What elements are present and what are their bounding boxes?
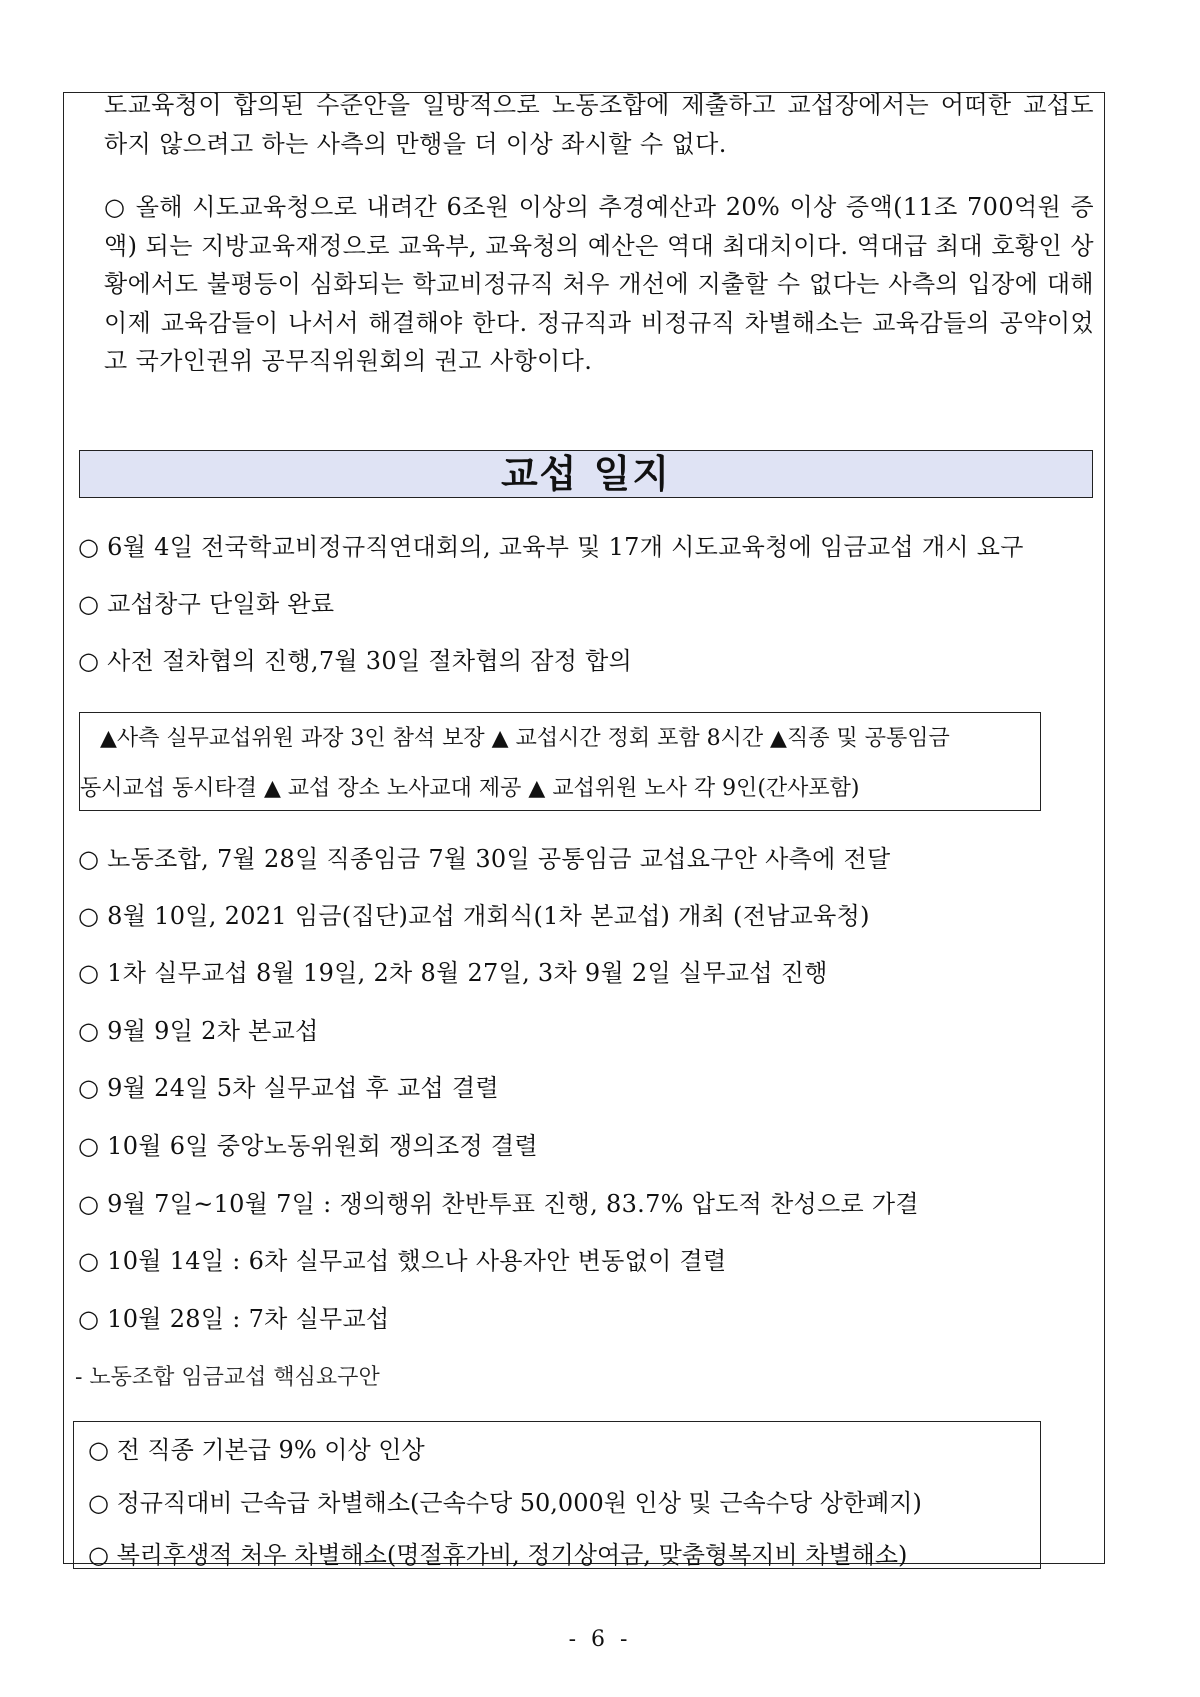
demands-box [73, 1421, 1041, 1569]
log-item: ○ 10월 14일 : 6차 실무교섭 했으나 사용자안 변동없이 결렬 [78, 1247, 727, 1275]
log-item: ○ 10월 6일 중앙노동위원회 쟁의조정 결렬 [78, 1132, 538, 1160]
log-item: ○ 9월 24일 5차 실무교섭 후 교섭 결렬 [78, 1074, 499, 1102]
demands-heading: - 노동조합 임금교섭 핵심요구안 [75, 1365, 380, 1390]
intro-paragraph-1: 도교육청이 합의된 수준안을 일방적으로 노동조합에 제출하고 교섭장에서는 어떠한 교섭도 하지 않으려고 하는 사측의 만행을 더 이상 좌시할 수 없다. [104, 91, 1094, 158]
log-item: ○ 9월 7일~10월 7일 : 쟁의행위 찬반투표 진행, 83.7% 압도적 찬성으로 가결 [78, 1190, 919, 1218]
demand-item: ○ 복리후생적 처우 차별해소(명절휴가비, 정기상여금, 맞춤형복지비 차별해소) [88, 1541, 908, 1569]
log-item: ○ 9월 9일 2차 본교섭 [78, 1017, 319, 1045]
page-number: - 6 - [568, 1627, 632, 1652]
log-item: ○ 1차 실무교섭 8월 19일, 2차 8월 27일, 3차 9월 2일 실무교섭 진행 [78, 959, 828, 987]
log-item: ○ 교섭창구 단일화 완료 [78, 590, 335, 618]
section-title: 교섭 일지 [500, 452, 672, 496]
demand-item: ○ 전 직종 기본급 9% 이상 인상 [88, 1436, 425, 1464]
procedure-agreement-line: 동시교섭 동시타결 ▲ 교섭 장소 노사교대 제공 ▲ 교섭위원 노사 각 9인(간사포함) [80, 776, 860, 801]
log-item: ○ 10월 28일 : 7차 실무교섭 [78, 1305, 390, 1333]
log-item: ○ 8월 10일, 2021 임금(집단)교섭 개회식(1차 본교섭) 개최 (전남교육청) [78, 902, 870, 930]
section-title-box [79, 450, 1093, 498]
log-item: ○ 6월 4일 전국학교비정규직연대회의, 교육부 및 17개 시도교육청에 임금교섭 개시 요구 [78, 533, 1024, 561]
demand-item: ○ 정규직대비 근속급 차별해소(근속수당 50,000원 인상 및 근속수당 상한폐지) [88, 1489, 922, 1517]
procedure-agreement-line: ▲사측 실무교섭위원 과장 3인 참석 보장 ▲ 교섭시간 정회 포함 8시간 ▲직종 및 공통임금 [100, 726, 950, 751]
procedure-agreement-box [79, 712, 1041, 811]
intro-paragraph-2: ○ 올해 시도교육청으로 내려간 6조원 이상의 추경예산과 20% 이상 증액(11조 700억원 증액) 되는 지방교육재정으로 교육부, 교육청의 예산은 역대 최대치이다. 역대급 최대 호황인 상황에서도 불평등이 심화되는 학교비정규직 처우 개선에 지출할 수 없다는 사측의 입장에 대해 이제 교육감들이 나서서 해결해야 한다. 정규직과 비정규직 차별해소는 교육감들의 공약이었고 국가인권위 공무직위원회의 권고 사항이다. [104, 193, 1094, 375]
log-item: ○ 사전 절차협의 진행,7월 30일 절차협의 잠정 합의 [78, 647, 633, 675]
log-item: ○ 노동조합, 7월 28일 직종임금 7월 30일 공통임금 교섭요구안 사측에 전달 [78, 845, 891, 873]
